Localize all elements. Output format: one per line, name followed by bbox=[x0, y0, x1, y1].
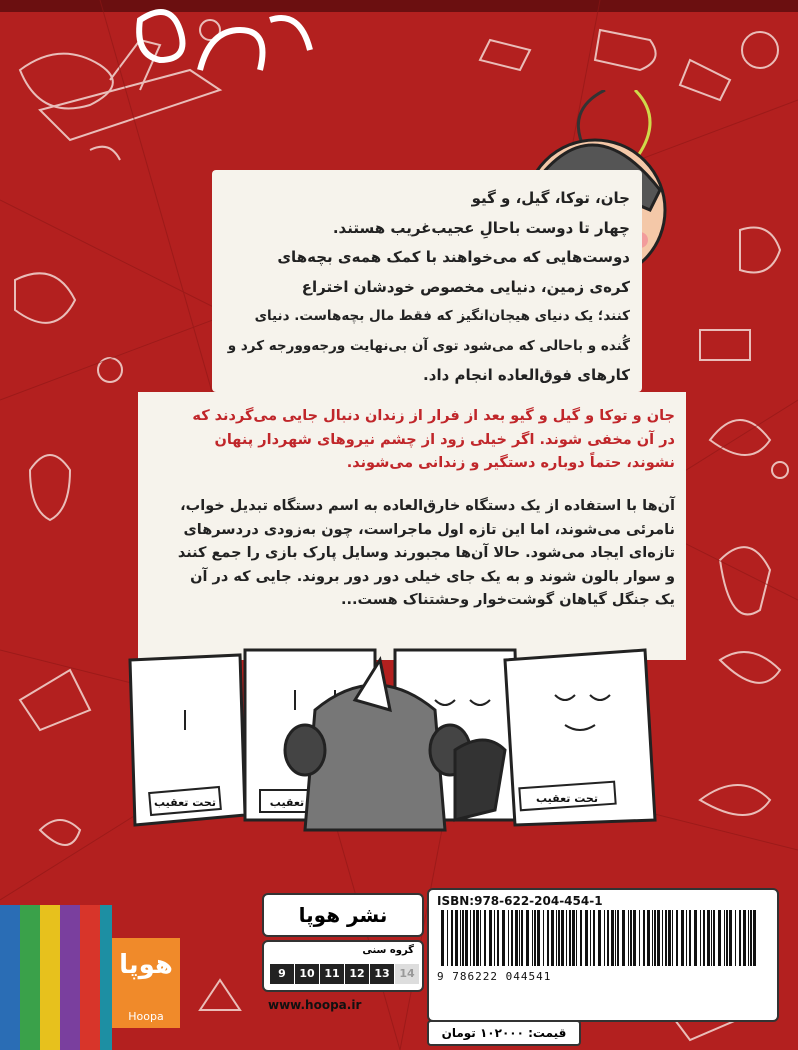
blurb-line: دوست‌هایی که می‌خواهند با کمک همه‌ی بچه‌های bbox=[277, 248, 630, 266]
barcode-bar bbox=[743, 910, 746, 966]
age-cell: 10 bbox=[295, 964, 319, 984]
sign-right: تحت تعقیب bbox=[536, 792, 598, 805]
publisher-website: www.hoopa.ir bbox=[268, 998, 362, 1012]
barcode-bar bbox=[617, 910, 619, 966]
publisher-name-box bbox=[262, 893, 424, 937]
barcode-bar bbox=[711, 910, 712, 966]
story-black-line: و سوار بالون شوند و به یک جای خیلی دور دور بروند. جایی که در آن bbox=[190, 568, 675, 585]
barcode-bar bbox=[748, 910, 749, 966]
barcode-bar bbox=[580, 910, 582, 966]
barcode-bar bbox=[724, 910, 725, 966]
barcode-bar bbox=[543, 910, 544, 966]
barcode-bar bbox=[537, 910, 540, 966]
barcode-bar bbox=[519, 910, 520, 966]
barcode-bar bbox=[558, 910, 560, 966]
barcode-bar bbox=[515, 910, 518, 966]
barcode-bar bbox=[662, 910, 663, 966]
story-black-line: نامرئی می‌شوند، اما این تازه اول ماجراست، چون به‌زودی دردسرهای bbox=[183, 521, 675, 538]
blurb-text bbox=[227, 184, 630, 391]
blurb-line: جان، توکا، گیل، و گیو bbox=[471, 189, 630, 207]
barcode-bar bbox=[489, 910, 492, 966]
barcode-bar bbox=[598, 910, 601, 966]
barcode-bar bbox=[735, 910, 736, 966]
barcode-bar bbox=[718, 910, 721, 966]
barcode-number: 9 786222 044541 bbox=[437, 970, 552, 983]
barcode-bar bbox=[647, 910, 650, 966]
blurb-line: گُنده و باحالی که می‌شود توی آن بی‌نهایت ورجه‌وورجه کرد و bbox=[227, 337, 630, 354]
barcode-bar bbox=[460, 910, 461, 966]
hoopa-logo-text: هوپا bbox=[119, 950, 173, 980]
barcode-bar bbox=[729, 910, 732, 966]
barcode-bar bbox=[700, 910, 701, 966]
barcode-bar bbox=[703, 910, 705, 966]
age-cell: 13 bbox=[370, 964, 394, 984]
barcode-bar bbox=[590, 910, 591, 966]
barcode-bar bbox=[526, 910, 529, 966]
barcode-bar bbox=[556, 910, 557, 966]
barcode-bar bbox=[534, 910, 536, 966]
story-black-line: یک جنگل گیاهان گوشت‌خوار وحشتناک هست... bbox=[341, 592, 675, 608]
barcode-bar bbox=[652, 910, 653, 966]
age-group-label: گروه سنی bbox=[362, 945, 414, 956]
sign-mid: تعقیب bbox=[269, 796, 305, 809]
barcode-bar bbox=[681, 910, 684, 966]
barcode-bar bbox=[611, 910, 614, 966]
barcode-bar bbox=[628, 910, 629, 966]
story-black-line: آن‌ها با استفاده از یک دستگاه خارق‌العاده به اسم دستگاه تبدیل خواب، bbox=[180, 498, 675, 514]
barcode-bar bbox=[643, 910, 645, 966]
barcode-bar bbox=[494, 910, 495, 966]
barcode-bar bbox=[547, 910, 549, 966]
barcode-bar bbox=[462, 910, 464, 966]
barcode-bar bbox=[630, 910, 632, 966]
barcode-bar bbox=[465, 910, 468, 966]
barcode-bar bbox=[566, 910, 567, 966]
barcode-bar bbox=[455, 910, 458, 966]
barcode-bar bbox=[447, 910, 448, 966]
barcode-bar bbox=[576, 910, 577, 966]
barcode-bar bbox=[470, 910, 471, 966]
barcode-bar bbox=[551, 910, 554, 966]
barcode-bar bbox=[473, 910, 475, 966]
price-text: قیمت: ۱۰۲۰۰۰ تومان bbox=[441, 1026, 567, 1040]
barcode-bar bbox=[451, 910, 453, 966]
hoopa-logo-sub: Hoopa bbox=[128, 1010, 164, 1023]
blurb-line: چهار تا دوست باحالِ عجیب‌غریب هستند. bbox=[332, 218, 630, 237]
story-red-text bbox=[155, 405, 675, 476]
barcode-bar bbox=[508, 910, 509, 966]
title-logo bbox=[120, 0, 340, 80]
barcode-icon bbox=[437, 910, 767, 968]
airplane-doodle-icon bbox=[20, 54, 113, 109]
barcode-bar bbox=[676, 910, 678, 966]
age-cell: 11 bbox=[320, 964, 344, 984]
story-red-line: در آن مخفی شوند. اگر خیلی زود از چشم نیروهای شهردار پنهان bbox=[214, 431, 675, 448]
isbn-text: ISBN:978-622-204-454-1 bbox=[437, 894, 603, 908]
barcode-bar bbox=[713, 910, 715, 966]
barcode-bar bbox=[672, 910, 673, 966]
barcode-bar bbox=[622, 910, 625, 966]
barcode-bar bbox=[668, 910, 671, 966]
barcode-bar bbox=[532, 910, 533, 966]
barcode-bar bbox=[502, 910, 505, 966]
barcode-bar bbox=[739, 910, 741, 966]
barcode-bar bbox=[569, 910, 571, 966]
barcode-bar bbox=[593, 910, 595, 966]
age-group-box bbox=[262, 940, 424, 992]
barcode-bar bbox=[585, 910, 588, 966]
barcode-bar bbox=[497, 910, 499, 966]
barcode-bar bbox=[753, 910, 756, 966]
age-cell: 9 bbox=[270, 964, 294, 984]
barcode-bar bbox=[665, 910, 667, 966]
barcode-bar bbox=[441, 910, 444, 966]
barcode-bar bbox=[694, 910, 697, 966]
publisher-name: نشر هوپا bbox=[298, 903, 388, 927]
story-black-line: تازه‌ای ایجاد می‌شود. حالا آن‌ها مجبورند وسایل پارک بازی را جمع کنند bbox=[177, 545, 675, 561]
barcode-bar bbox=[639, 910, 640, 966]
story-red-line: جان و توکا و گیل و گیو بعد از فرار از زندان دنبال جایی می‌گردند که bbox=[192, 408, 675, 424]
barcode-bar bbox=[707, 910, 710, 966]
barcode-bar bbox=[604, 910, 605, 966]
blurb-line: کارهای فوق‌العاده انجام داد. bbox=[423, 366, 630, 384]
age-range-row bbox=[270, 964, 420, 984]
barcode-bar bbox=[615, 910, 616, 966]
blurb-line: کنند؛ یک دنیای هیجان‌انگیز که فقط مال بچه‌هاست. دنیای bbox=[254, 308, 630, 324]
barcode-bar bbox=[657, 910, 660, 966]
story-black-text bbox=[155, 495, 675, 613]
barcode-bar bbox=[480, 910, 481, 966]
barcode-bar bbox=[476, 910, 479, 966]
sign-left: تحت تعقیب bbox=[154, 796, 216, 809]
blurb-line: کره‌ی زمین، دنیایی مخصوص خودشان اختراع bbox=[301, 277, 630, 296]
barcode-bar bbox=[726, 910, 728, 966]
barcode-bar bbox=[654, 910, 656, 966]
age-cell: 14 bbox=[395, 964, 419, 984]
barcode-bar bbox=[686, 910, 687, 966]
barcode-bar bbox=[689, 910, 691, 966]
barcode-bar bbox=[607, 910, 609, 966]
wanted-posters-illustration bbox=[125, 640, 675, 870]
barcode-bar bbox=[633, 910, 636, 966]
barcode-bar bbox=[572, 910, 575, 966]
barcode-bar bbox=[750, 910, 752, 966]
barcode-box bbox=[427, 888, 779, 1022]
barcode-bar bbox=[561, 910, 564, 966]
barcode-bar bbox=[484, 910, 486, 966]
story-red-line: نشوند، حتماً دوباره دستگیر و زندانی می‌شوند. bbox=[346, 455, 675, 471]
price-box bbox=[427, 1020, 581, 1046]
age-cell: 12 bbox=[345, 964, 369, 984]
barcode-bar bbox=[511, 910, 513, 966]
barcode-bar bbox=[521, 910, 523, 966]
